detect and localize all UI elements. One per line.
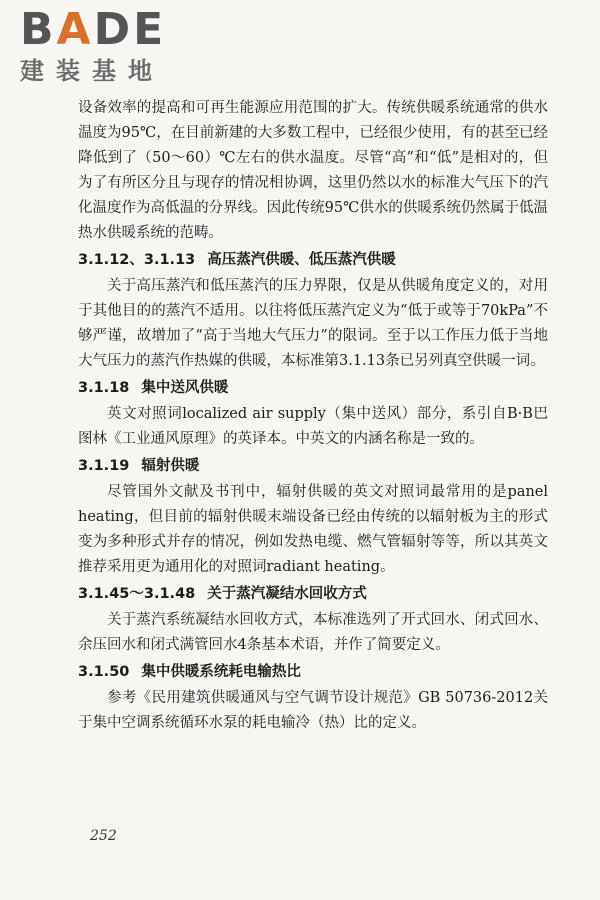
- section-heading: [78, 582, 548, 607]
- section-number: 3.1.45～3.1.48: [78, 586, 196, 602]
- logo-wordmark: BADE: [20, 4, 167, 55]
- intro-paragraph: 设备效率的提高和可再生能源应用范围的扩大。传统供暖系统通常的供水温度为95℃，在目前新建的大多数工程中，已经很少使用，有的甚至已经降低到了（50～60）℃左右的供水温度。尽管“高”和“低”是相对的，但为了有所区分且与现存的情况相协调，这里仍然以水的标准大气压下的汽化温度作为高低温的分界线。因此传统95℃供水的供暖系统仍然属于低温热水供暖系统的范畴。: [78, 100, 548, 241]
- section-paragraph: 参考《民用建筑供暖通风与空气调节设计规范》GB 50736-2012关于集中空调系统循环水泵的耗电输冷（热）比的定义。: [78, 690, 548, 731]
- page-content: [78, 96, 548, 736]
- section-number: 3.1.12、3.1.13: [78, 252, 196, 268]
- page-number: 252: [90, 828, 117, 844]
- section-number: 3.1.18: [78, 380, 130, 396]
- logo-chinese-name: 建装基地: [20, 57, 164, 85]
- section-heading: [78, 454, 548, 479]
- section-title: 高压蒸汽供暖、低压蒸汽供暖: [207, 252, 396, 268]
- section-title: 集中送风供暖: [141, 380, 229, 396]
- section-number: 3.1.19: [78, 458, 130, 474]
- section-number: 3.1.50: [78, 664, 130, 680]
- section-heading: [78, 660, 548, 685]
- section-paragraph: 关于蒸汽系统凝结水回收方式，本标准选列了开式回水、闭式回水、余压回水和闭式满管回水4条基本术语，并作了简要定义。: [78, 612, 548, 653]
- section-heading: [78, 248, 548, 273]
- section-title: 集中供暖系统耗电输热比: [141, 664, 301, 680]
- section-paragraph: 尽管国外文献及书刊中，辐射供暖的英文对照词最常用的是panel heating，但目前的辐射供暖末端设备已经由传统的以辐射板为主的形式变为多种形式并存的情况，例如发热电缆、燃气管辐射等等，所以其英文推荐采用更为通用化的对照词radiant heating。: [78, 484, 548, 575]
- brand-logo: [20, 6, 240, 86]
- section-paragraph: 关于高压蒸汽和低压蒸汽的压力界限，仅是从供暖角度定义的，对用于其他目的的蒸汽不适用。以往将低压蒸汽定义为“低于或等于70kPa”不够严谨，故增加了“高于当地大气压力”的限词。至于以工作压力低于当地大气压力的蒸汽作热媒的供暖，本标准第3.1.13条已另列真空供暖一词。: [78, 278, 548, 369]
- section-heading: [78, 376, 548, 401]
- section-title: 关于蒸汽凝结水回收方式: [207, 586, 367, 602]
- section-title: 辐射供暖: [141, 458, 200, 474]
- section-paragraph: 英文对照词localized air supply（集中送风）部分，系引自B·B巴图林《工业通风原理》的英译本。中英文的内涵名称是一致的。: [78, 406, 548, 447]
